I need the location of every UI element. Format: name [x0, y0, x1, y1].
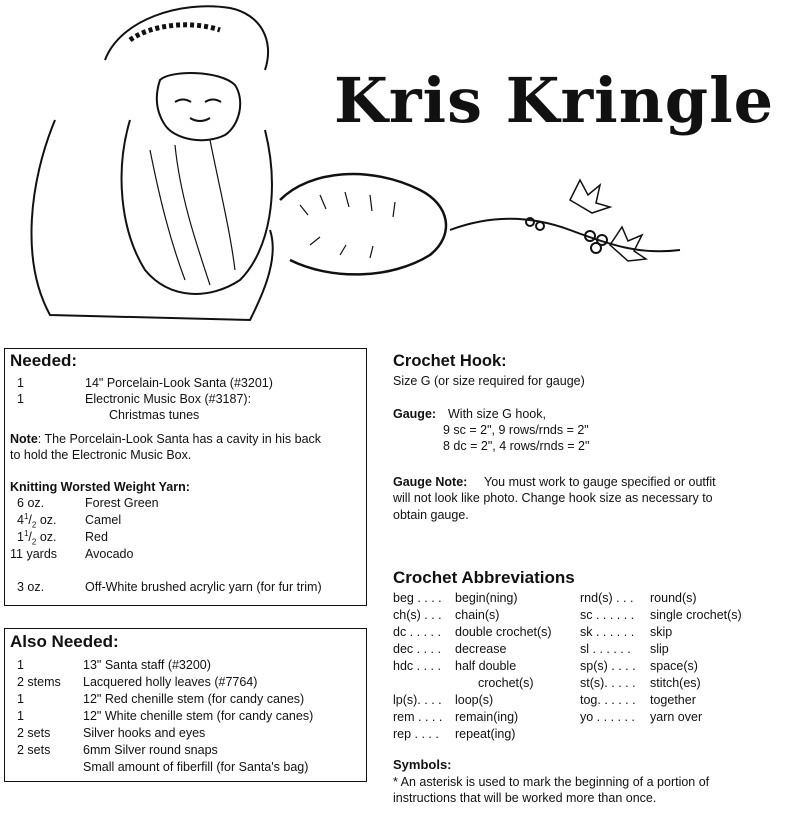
- page-title: Kris Kringle: [334, 64, 775, 137]
- also-item-desc: 12" White chenille stem (for candy canes): [83, 709, 314, 723]
- also-item-qty: 2 sets: [17, 726, 51, 740]
- yarn-color: Avocado: [85, 547, 134, 561]
- abbr-meaning: chain(s): [455, 608, 500, 622]
- abbr-term: tog. . . . . .: [580, 693, 636, 707]
- needed-item-sub: Christmas tunes: [109, 408, 200, 422]
- also-needed-heading: Also Needed:: [10, 632, 119, 651]
- abbr-meaning: slip: [650, 642, 669, 656]
- note-label: Note: [10, 432, 38, 446]
- abbr-meaning: together: [650, 693, 696, 707]
- yarn-heading: Knitting Worsted Weight Yarn:: [10, 480, 190, 494]
- needed-item-desc: Electronic Music Box (#3187):: [85, 392, 252, 406]
- abbreviations-heading: Crochet Abbreviations: [393, 568, 575, 587]
- yarn-qty: $1^1/_2$ oz.: [17, 528, 57, 547]
- symbols-line: instructions that will be worked more than once.: [393, 791, 657, 805]
- abbr-term: dc . . . . .: [393, 625, 441, 639]
- face-outline: [157, 73, 240, 140]
- yarn-qty: 11 yards: [10, 547, 58, 561]
- abbr-term: sc . . . . . .: [580, 608, 635, 622]
- gauge-note-line: will not look like photo. Change hook size as necessary to: [393, 491, 713, 505]
- needed-heading: Needed:: [10, 351, 78, 370]
- fur-qty: 3 oz.: [17, 580, 45, 594]
- hook-size: Size G (or size required for gauge): [393, 374, 585, 388]
- abbr-term: rep . . . .: [393, 727, 439, 741]
- abbr-meaning: repeat(ing): [455, 727, 516, 741]
- abbr-term: dec . . . .: [393, 642, 441, 656]
- holly-branch: [450, 219, 680, 252]
- gauge-intro: With size G hook,: [448, 407, 546, 421]
- needed-item-qty: 1: [17, 376, 24, 390]
- abbr-meaning: remain(ing): [455, 710, 519, 724]
- note-line2: to hold the Electronic Music Box.: [10, 448, 192, 462]
- gauge-line: 9 sc = 2", 9 rows/rnds = 2": [443, 423, 589, 437]
- abbr-term: beg . . . .: [393, 591, 442, 605]
- abbr-term: hdc . . . .: [393, 659, 441, 673]
- abbr-meaning: decrease: [455, 642, 507, 656]
- also-needed-box: [4, 628, 367, 782]
- symbols-line: * An asterisk is used to mark the beginning of a portion of: [393, 775, 710, 789]
- note-line1: : The Porcelain-Look Santa has a cavity in his back: [37, 432, 322, 446]
- abbr-term: sk . . . . . .: [580, 625, 635, 639]
- abbr-meaning: space(s): [650, 659, 698, 673]
- abbr-term: sl . . . . . .: [580, 642, 631, 656]
- abbr-meaning: begin(ning): [455, 591, 518, 605]
- santa-illustration: [10, 0, 700, 330]
- crochet-hook-heading: Crochet Hook:: [393, 352, 507, 370]
- abbr-meaning: double crochet(s): [455, 625, 552, 639]
- yarn-color: Red: [85, 530, 108, 544]
- symbols-heading: Symbols:: [393, 757, 452, 772]
- also-item-desc: Lacquered holly leaves (#7764): [83, 675, 258, 689]
- also-item-qty: 1: [17, 692, 24, 706]
- abbr-term: yo . . . . . .: [580, 710, 635, 724]
- gauge-note-line: You must work to gauge specified or outfit: [484, 475, 716, 489]
- abbr-term: rnd(s) . . .: [580, 591, 634, 605]
- also-item-qty: 2 sets: [17, 743, 51, 757]
- also-item-desc: 13" Santa staff (#3200): [83, 658, 211, 672]
- also-item-qty: 1: [17, 709, 24, 723]
- abbr-meaning: single crochet(s): [650, 608, 742, 622]
- abbr-meaning: stitch(es): [650, 676, 701, 690]
- gauge-note-label: Gauge Note:: [393, 475, 468, 489]
- abbr-meaning: crochet(s): [478, 676, 534, 690]
- also-item-desc: 6mm Silver round snaps: [83, 743, 218, 757]
- abbr-term: ch(s) . . .: [393, 608, 442, 622]
- gauge-note-line: obtain gauge.: [393, 508, 469, 522]
- also-item-desc: Silver hooks and eyes: [83, 726, 206, 740]
- robe-outline: [31, 120, 272, 320]
- abbr-meaning: yarn over: [650, 710, 703, 724]
- abbr-meaning: round(s): [650, 591, 697, 605]
- abbr-term: rem . . . .: [393, 710, 443, 724]
- needed-item-qty: 1: [17, 392, 24, 406]
- beard-outline: [122, 120, 272, 294]
- abbr-term: sp(s) . . . .: [580, 659, 636, 673]
- yarn-color: Camel: [85, 513, 122, 527]
- yarn-qty: 6 oz.: [17, 496, 45, 510]
- fur-desc: Off-White brushed acrylic yarn (for fur trim): [85, 580, 322, 594]
- also-item-desc: Small amount of fiberfill (for Santa's bag): [83, 760, 309, 774]
- also-item-qty: 2 stems: [17, 675, 61, 689]
- needed-item-desc: 14" Porcelain-Look Santa (#3201): [85, 376, 273, 390]
- abbr-term: st(s). . . . .: [580, 676, 636, 690]
- abbr-meaning: skip: [650, 625, 673, 639]
- also-item-qty: 1: [17, 658, 24, 672]
- also-item-desc: 12" Red chenille stem (for candy canes): [83, 692, 305, 706]
- abbr-term: lp(s). . . .: [393, 693, 442, 707]
- gauge-label: Gauge:: [393, 407, 437, 421]
- gauge-line: 8 dc = 2", 4 rows/rnds = 2": [443, 439, 590, 453]
- yarn-qty: $4^1/_2$ oz.: [17, 511, 57, 530]
- fur-cuff: [280, 174, 446, 274]
- needed-note: [10, 431, 321, 447]
- needed-box: [4, 348, 367, 606]
- yarn-color: Forest Green: [85, 496, 159, 510]
- abbr-meaning: loop(s): [455, 693, 494, 707]
- abbr-meaning: half double: [455, 659, 517, 673]
